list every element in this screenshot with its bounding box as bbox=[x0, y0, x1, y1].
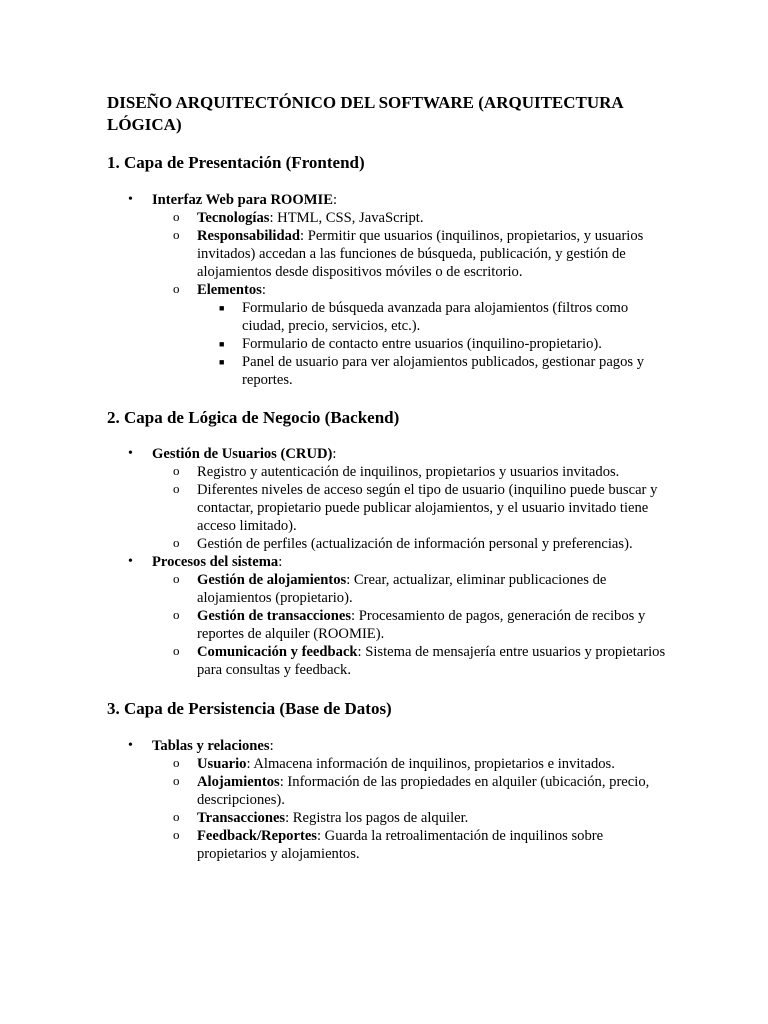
sub-list-item bbox=[0, 227, 667, 281]
item-text: : bbox=[332, 446, 337, 462]
bullet-marker: • bbox=[128, 554, 133, 569]
circle-marker: o bbox=[173, 809, 180, 824]
sub-item-label: Feedback/Reportes bbox=[197, 828, 317, 844]
sub-item-text: : HTML, CSS, JavaScript. bbox=[269, 210, 424, 226]
sub-item-text: : Registra los pagos de alquiler. bbox=[285, 810, 469, 826]
sub-list-item bbox=[0, 607, 667, 643]
section-heading-persistence: 3. Capa de Persistencia (Base de Datos) bbox=[107, 699, 392, 718]
section-heading-business-logic: 2. Capa de Lógica de Negocio (Backend) bbox=[107, 408, 400, 427]
sub-item-text: : Procesamiento de pagos, generación de recibos y reportes de alquiler (ROOMIE). bbox=[197, 608, 646, 642]
circle-marker: o bbox=[173, 463, 180, 478]
sub-list-item bbox=[0, 463, 667, 481]
document-title: DISEÑO ARQUITECTÓNICO DEL SOFTWARE (ARQUITECTURA LÓGICA) bbox=[107, 93, 623, 134]
sub-item-text: Diferentes niveles de acceso según el tipo de usuario (inquilino puede buscar y contactar, propietario puede publicar alojamientos, y el usuario invitado tiene acceso limitado). bbox=[197, 482, 658, 534]
list-item bbox=[0, 553, 672, 571]
section-presentation-list bbox=[0, 191, 768, 389]
sub-list-item bbox=[0, 281, 667, 299]
sub-item-label: Comunicación y feedback bbox=[197, 644, 358, 660]
circle-marker: o bbox=[173, 643, 180, 658]
sub-item-text: : Permitir que usuarios (inquilinos, propietarios, y usuarios invitados) accedan a las funciones de búsqueda, publicación, y gestión de alojamientos desde dispositivos móviles o de escritorio. bbox=[197, 228, 644, 280]
sub-sub-item-text: Formulario de contacto entre usuarios (inquilino-propietario). bbox=[242, 336, 602, 352]
circle-marker: o bbox=[173, 481, 180, 496]
item-text: : bbox=[269, 738, 274, 754]
sub-item-text: : Guarda la retroalimentación de inquilinos sobre propietarios y alojamientos. bbox=[197, 828, 604, 862]
sub-item-label: Tecnologías bbox=[197, 210, 270, 226]
sub-item-label: Gestión de transacciones bbox=[197, 608, 352, 624]
section-heading-presentation: 1. Capa de Presentación (Frontend) bbox=[107, 153, 365, 172]
circle-marker: o bbox=[173, 773, 180, 788]
sub-item-text: : Información de las propiedades en alquiler (ubicación, precio, descripciones). bbox=[197, 774, 650, 808]
sub-list-item bbox=[0, 773, 667, 809]
circle-marker: o bbox=[173, 571, 180, 586]
square-marker: ■ bbox=[219, 357, 225, 367]
sub-list-item bbox=[0, 481, 667, 535]
bullet-marker: • bbox=[128, 446, 133, 461]
square-marker: ■ bbox=[219, 339, 225, 349]
sub-item-label: Transacciones bbox=[197, 810, 286, 826]
circle-marker: o bbox=[173, 755, 180, 770]
sub-item-text: : Crear, actualizar, eliminar publicaciones de alojamientos (propietario). bbox=[197, 572, 607, 606]
sub-list-item bbox=[0, 571, 667, 607]
circle-marker: o bbox=[173, 607, 180, 622]
sub-item-text: : Sistema de mensajería entre usuarios y propietarios para consultas y feedback. bbox=[197, 644, 666, 678]
item-label: Procesos del sistema bbox=[152, 554, 279, 570]
sub-item-label: Elementos bbox=[197, 282, 262, 298]
circle-marker: o bbox=[173, 281, 180, 296]
item-label: Interfaz Web para ROOMIE bbox=[152, 192, 333, 208]
sub-item-text: : bbox=[261, 282, 266, 298]
list-item bbox=[0, 191, 672, 209]
sub-sub-list-item bbox=[0, 299, 667, 335]
circle-marker: o bbox=[173, 209, 180, 224]
sub-item-label: Responsabilidad bbox=[197, 228, 301, 244]
sub-sub-item-text: Panel de usuario para ver alojamientos publicados, gestionar pagos y reportes. bbox=[242, 354, 645, 388]
bullet-marker: • bbox=[128, 738, 133, 753]
square-marker: ■ bbox=[219, 303, 225, 313]
section-business-logic-list bbox=[0, 445, 768, 679]
sub-list-item bbox=[0, 827, 667, 863]
item-label: Tablas y relaciones bbox=[152, 738, 270, 754]
sub-list-item bbox=[0, 209, 667, 227]
sub-item-label: Usuario bbox=[197, 756, 247, 772]
sub-item-text: Registro y autenticación de inquilinos, propietarios y usuarios invitados. bbox=[197, 464, 620, 480]
sub-item-text: Gestión de perfiles (actualización de información personal y preferencias). bbox=[197, 536, 633, 552]
sub-list-item bbox=[0, 809, 667, 827]
section-persistence-list bbox=[0, 737, 768, 863]
circle-marker: o bbox=[173, 827, 180, 842]
sub-list-item bbox=[0, 535, 667, 553]
sub-list-item bbox=[0, 755, 667, 773]
sub-item-label: Gestión de alojamientos bbox=[197, 572, 347, 588]
bullet-marker: • bbox=[128, 192, 133, 207]
sub-list-item bbox=[0, 643, 667, 679]
sub-sub-list-item bbox=[0, 335, 667, 353]
sub-sub-item-text: Formulario de búsqueda avanzada para alojamientos (filtros como ciudad, precio, servicios, etc.). bbox=[242, 300, 629, 334]
circle-marker: o bbox=[173, 535, 180, 550]
sub-item-text: : Almacena información de inquilinos, propietarios e invitados. bbox=[246, 756, 615, 772]
item-text: : bbox=[278, 554, 283, 570]
item-text: : bbox=[332, 192, 337, 208]
list-item bbox=[0, 737, 672, 755]
sub-sub-list-item bbox=[0, 353, 667, 389]
sub-item-label: Alojamientos bbox=[197, 774, 280, 790]
item-label: Gestión de Usuarios (CRUD) bbox=[152, 446, 333, 462]
circle-marker: o bbox=[173, 227, 180, 242]
list-item bbox=[0, 445, 672, 463]
